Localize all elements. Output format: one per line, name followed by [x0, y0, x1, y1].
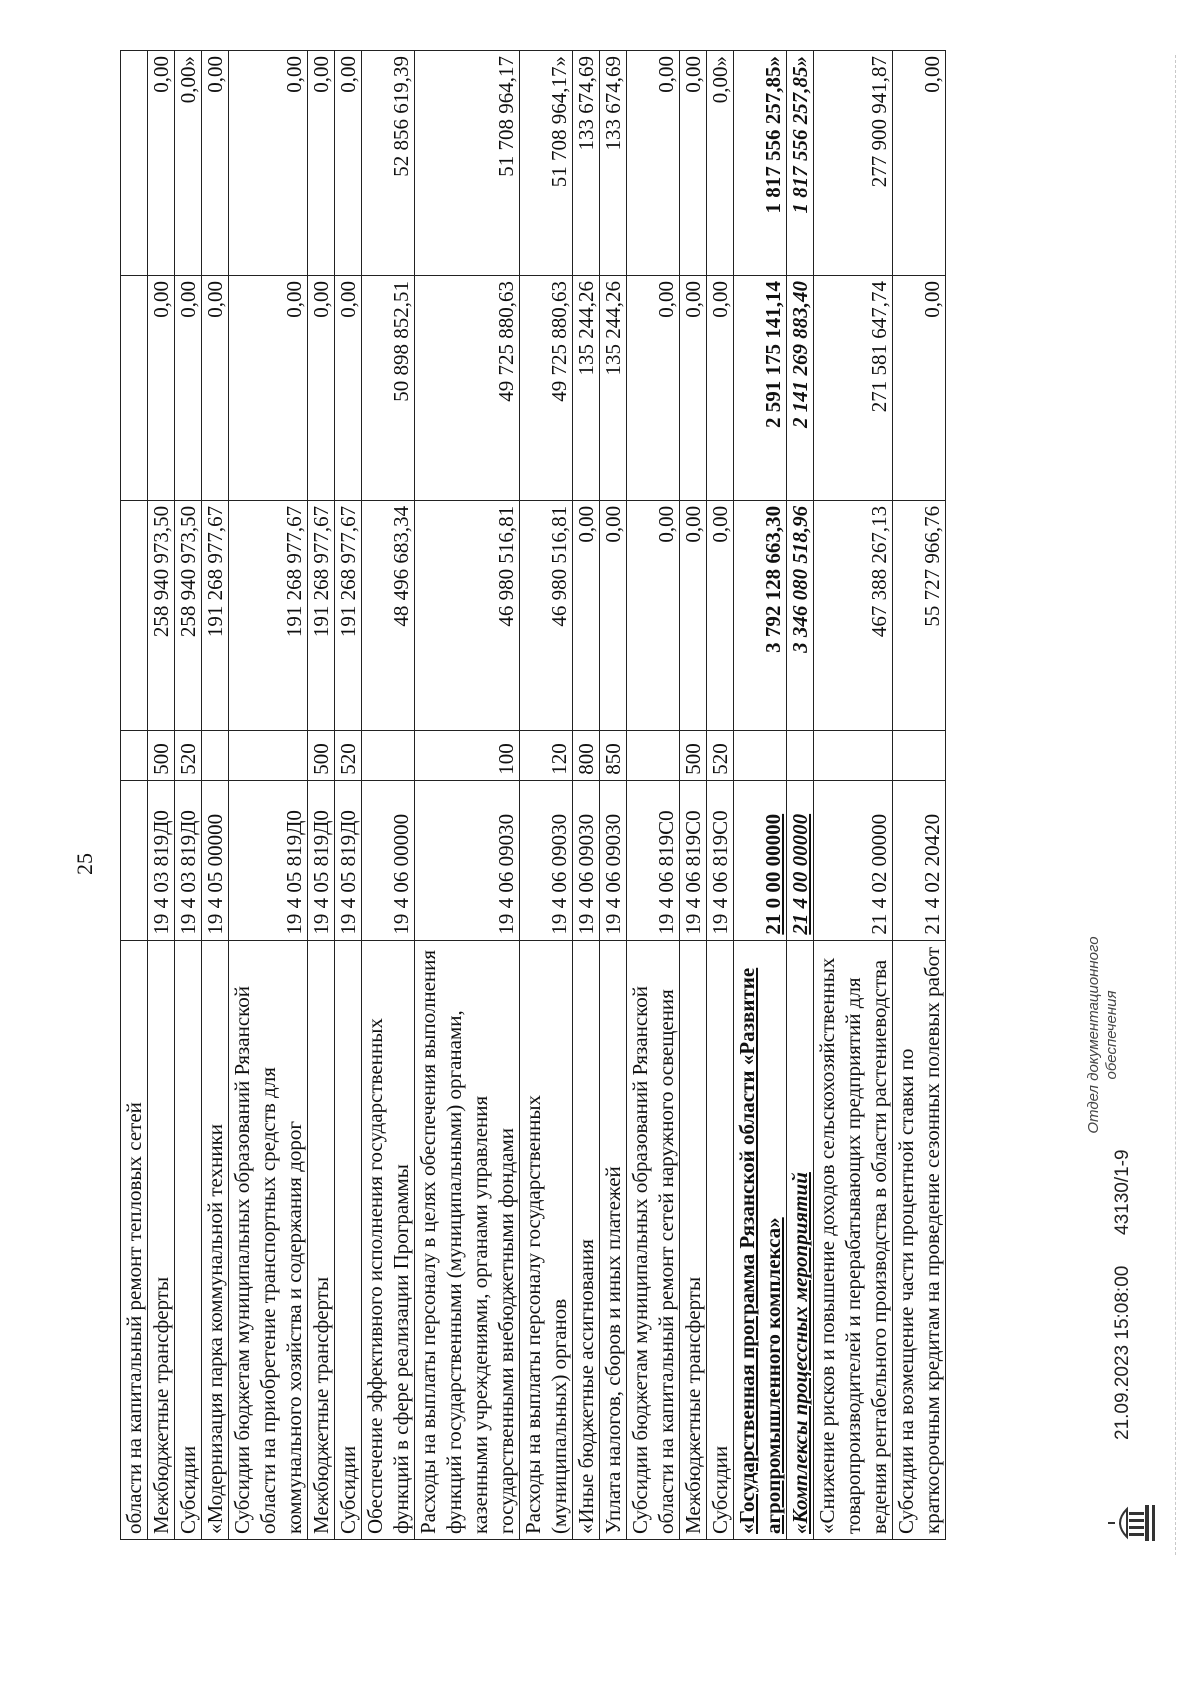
row-value-2025-cell: 133 674,69: [600, 51, 627, 276]
table-row: [600, 51, 627, 1540]
table-row: [680, 51, 707, 1540]
row-code-cell: 19 4 06 00000: [362, 780, 415, 940]
row-code-cell: 21 4 00 00000: [787, 780, 814, 940]
budget-table: [120, 50, 946, 1540]
table-row: [627, 51, 680, 1540]
row-name-cell: Субсидии: [175, 940, 202, 1539]
row-code-cell: 19 4 06 09030: [520, 780, 573, 940]
row-value-2023-cell: 48 496 683,34: [362, 500, 415, 730]
row-value-2025-cell: 0,00: [229, 51, 308, 276]
row-value-2025-cell: 51 708 964,17»: [520, 51, 573, 276]
row-value-2025-cell: 0,00»: [707, 51, 734, 276]
row-value-2024-cell: 0,00: [202, 275, 229, 500]
row-value-2024-cell: 0,00: [335, 275, 362, 500]
row-value-2023-cell: 3 792 128 663,30: [734, 500, 787, 730]
row-value-2023-cell: 0,00: [627, 500, 680, 730]
row-name-cell: Субсидии бюджетам муниципальных образований Рязанской области на капитальный ремонт сетей наружного освещения: [627, 940, 680, 1539]
row-value-2024-cell: 271 581 647,74: [814, 275, 893, 500]
row-vr-cell: 520: [175, 730, 202, 780]
page-number: 25: [72, 853, 97, 875]
row-value-2024-cell: 50 898 852,51: [362, 275, 415, 500]
row-vr-cell: 100: [415, 730, 520, 780]
table-row: [573, 51, 600, 1540]
row-value-2024-cell: 0,00: [707, 275, 734, 500]
row-code-cell: 19 4 05 819Д0: [335, 780, 362, 940]
row-vr-cell: [121, 730, 148, 780]
row-code-cell: 19 4 06 819С0: [627, 780, 680, 940]
row-name-cell: Расходы на выплаты персоналу в целях обеспечения выполнения функций государственными (муниципальными) органами, казенными учреждениями, органами управления государственными внебюджетными фондами: [415, 940, 520, 1539]
row-value-2023-cell: 46 980 516,81: [520, 500, 573, 730]
row-value-2023-cell: 55 727 966,76: [893, 500, 946, 730]
row-value-2024-cell: 0,00: [680, 275, 707, 500]
row-value-2025-cell: 0,00: [308, 51, 335, 276]
footer-doc-id: 43130/1-9: [1112, 1149, 1133, 1235]
row-name-cell: «Иные бюджетные ассигнования: [573, 940, 600, 1539]
row-vr-cell: 850: [600, 730, 627, 780]
row-vr-cell: 500: [680, 730, 707, 780]
row-value-2023-cell: 0,00: [600, 500, 627, 730]
row-value-2024-cell: 49 725 880,63: [415, 275, 520, 500]
row-vr-cell: [362, 730, 415, 780]
row-code-cell: 19 4 06 09030: [573, 780, 600, 940]
row-name-cell: Субсидии: [707, 940, 734, 1539]
row-vr-cell: [734, 730, 787, 780]
row-name-cell: «Снижение рисков и повышение доходов сельскохозяйственных товаропроизводителей и перерабатывающих предприятий для ведения рентабельного производства в области растениеводства: [814, 940, 893, 1539]
row-vr-cell: 500: [308, 730, 335, 780]
row-name-cell: Субсидии бюджетам муниципальных образований Рязанской области на приобретение транспортных средств для коммунального хозяйства и содержания дорог: [229, 940, 308, 1539]
row-name-cell: «Модернизация парка коммунальной техники: [202, 940, 229, 1539]
row-value-2023-cell: 191 268 977,67: [308, 500, 335, 730]
table-row: [814, 51, 893, 1540]
table-row: [148, 51, 175, 1540]
row-vr-cell: [202, 730, 229, 780]
row-value-2024-cell: 135 244,26: [573, 275, 600, 500]
row-code-cell: 21 4 02 20420: [893, 780, 946, 940]
row-value-2024-cell: 0,00: [229, 275, 308, 500]
row-value-2025-cell: 52 856 619,39: [362, 51, 415, 276]
row-code-cell: 19 4 05 00000: [202, 780, 229, 940]
footer-date: 21.09.2023 15:08:00: [1112, 1265, 1133, 1440]
row-value-2023-cell: 258 940 973,50: [175, 500, 202, 730]
duma-logo-icon: [1105, 1501, 1159, 1545]
table-row: [229, 51, 308, 1540]
row-value-2023-cell: 46 980 516,81: [415, 500, 520, 730]
row-name-cell: Уплата налогов, сборов и иных платежей: [600, 940, 627, 1539]
row-vr-cell: [787, 730, 814, 780]
row-code-cell: 19 4 06 09030: [415, 780, 520, 940]
row-value-2023-cell: 0,00: [573, 500, 600, 730]
table-row: [893, 51, 946, 1540]
table-row: [175, 51, 202, 1540]
table-row: [308, 51, 335, 1540]
row-vr-cell: 520: [707, 730, 734, 780]
row-value-2023-cell: 191 268 977,67: [335, 500, 362, 730]
row-value-2024-cell: 0,00: [627, 275, 680, 500]
row-code-cell: 19 4 03 819Д0: [175, 780, 202, 940]
row-value-2025-cell: 1 817 556 257,85»: [787, 51, 814, 276]
row-vr-cell: 120: [520, 730, 573, 780]
table-row: [734, 51, 787, 1540]
row-value-2024-cell: 0,00: [893, 275, 946, 500]
row-vr-cell: [229, 730, 308, 780]
row-value-2024-cell: 135 244,26: [600, 275, 627, 500]
row-value-2023-cell: 0,00: [707, 500, 734, 730]
row-value-2023-cell: 3 346 080 518,96: [787, 500, 814, 730]
row-value-2024-cell: [121, 275, 148, 500]
row-name-cell: области на капитальный ремонт тепловых сетей: [121, 940, 148, 1539]
row-value-2023-cell: 191 268 977,67: [229, 500, 308, 730]
row-value-2025-cell: 277 900 941,87: [814, 51, 893, 276]
row-code-cell: 21 0 00 00000: [734, 780, 787, 940]
table-row: [335, 51, 362, 1540]
row-value-2024-cell: 49 725 880,63: [520, 275, 573, 500]
row-vr-cell: 500: [148, 730, 175, 780]
row-value-2025-cell: 0,00: [627, 51, 680, 276]
table-row: [202, 51, 229, 1540]
row-value-2025-cell: 0,00: [893, 51, 946, 276]
row-value-2025-cell: 133 674,69: [573, 51, 600, 276]
table-row: [362, 51, 415, 1540]
row-code-cell: 19 4 06 819С0: [707, 780, 734, 940]
table-row: [787, 51, 814, 1540]
row-code-cell: 19 4 06 819С0: [680, 780, 707, 940]
row-code-cell: 19 4 05 819Д0: [308, 780, 335, 940]
stamp-line-2: обеспечения: [1103, 990, 1120, 1080]
row-name-cell: Межбюджетные трансферты: [680, 940, 707, 1539]
row-value-2023-cell: [121, 500, 148, 730]
row-value-2023-cell: 0,00: [680, 500, 707, 730]
scan-edge-divider: [1175, 55, 1176, 1555]
row-value-2025-cell: 0,00: [335, 51, 362, 276]
row-name-cell: Расходы на выплаты персоналу государственных (муниципальных) органов: [520, 940, 573, 1539]
stamp-line-1: Отдел документационного: [1085, 936, 1102, 1134]
row-value-2025-cell: 0,00: [202, 51, 229, 276]
row-vr-cell: 800: [573, 730, 600, 780]
budget-table-body: [121, 51, 946, 1540]
row-value-2024-cell: 0,00: [308, 275, 335, 500]
row-name-cell: Межбюджетные трансферты: [148, 940, 175, 1539]
table-row: [121, 51, 148, 1540]
row-vr-cell: 520: [335, 730, 362, 780]
row-value-2025-cell: 0,00: [148, 51, 175, 276]
row-name-cell: Субсидии: [335, 940, 362, 1539]
row-value-2024-cell: 0,00: [148, 275, 175, 500]
row-value-2025-cell: 1 817 556 257,85»: [734, 51, 787, 276]
row-value-2023-cell: 467 388 267,13: [814, 500, 893, 730]
department-stamp: [1085, 935, 1121, 1135]
row-code-cell: 19 4 06 09030: [600, 780, 627, 940]
row-vr-cell: [893, 730, 946, 780]
row-code-cell: 19 4 05 819Д0: [229, 780, 308, 940]
row-name-cell: «Государственная программа Рязанской области «Развитие агропромышленного комплекса»: [734, 940, 787, 1539]
row-vr-cell: [627, 730, 680, 780]
row-code-cell: 21 4 02 00000: [814, 780, 893, 940]
row-value-2025-cell: 0,00: [680, 51, 707, 276]
row-value-2025-cell: [121, 51, 148, 276]
row-code-cell: 19 4 03 819Д0: [148, 780, 175, 940]
row-name-cell: «Комплексы процессных мероприятий: [787, 940, 814, 1539]
row-code-cell: [121, 780, 148, 940]
row-name-cell: Субсидии на возмещение части процентной ставки по краткосрочным кредитам на проведение сезонных полевых работ: [893, 940, 946, 1539]
row-vr-cell: [814, 730, 893, 780]
table-row: [520, 51, 573, 1540]
row-value-2024-cell: 2 591 175 141,14: [734, 275, 787, 500]
row-name-cell: Обеспечение эффективного исполнения государственных функций в сфере реализации Программы: [362, 940, 415, 1539]
row-value-2024-cell: 0,00: [175, 275, 202, 500]
row-value-2025-cell: 51 708 964,17: [415, 51, 520, 276]
row-value-2023-cell: 258 940 973,50: [148, 500, 175, 730]
row-name-cell: Межбюджетные трансферты: [308, 940, 335, 1539]
table-row: [415, 51, 520, 1540]
row-value-2024-cell: 2 141 269 883,40: [787, 275, 814, 500]
table-row: [707, 51, 734, 1540]
row-value-2025-cell: 0,00»: [175, 51, 202, 276]
row-value-2023-cell: 191 268 977,67: [202, 500, 229, 730]
